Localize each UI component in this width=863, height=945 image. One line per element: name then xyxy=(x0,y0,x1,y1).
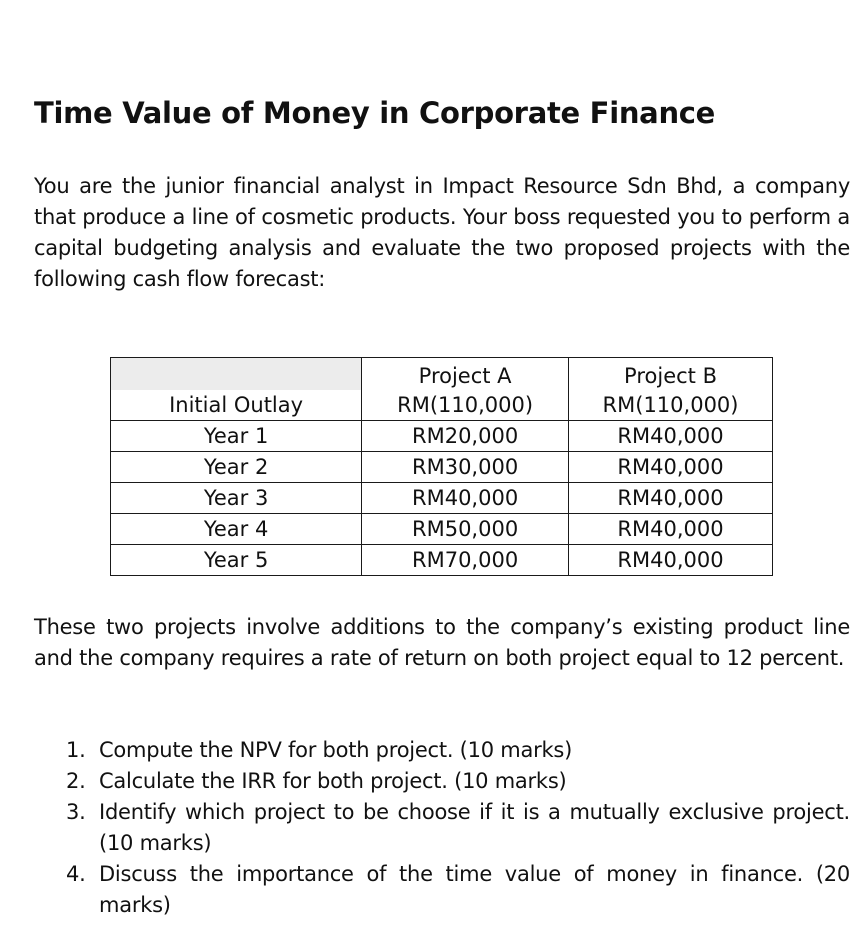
task-number: 4. xyxy=(66,862,86,886)
row-label: Year 3 xyxy=(111,483,362,514)
project-a-value: RM(110,000) xyxy=(362,390,569,421)
table-row xyxy=(111,483,773,514)
task-item xyxy=(66,859,850,921)
task-item xyxy=(66,797,850,859)
task-number: 3. xyxy=(66,800,86,824)
row-label: Year 4 xyxy=(111,514,362,545)
project-b-value: RM40,000 xyxy=(569,421,773,452)
project-b-value: RM(110,000) xyxy=(569,390,773,421)
task-text: Calculate the IRR for both project. (10 marks) xyxy=(99,769,567,793)
table-row xyxy=(111,545,773,576)
project-b-value: RM40,000 xyxy=(569,483,773,514)
project-a-value: RM70,000 xyxy=(362,545,569,576)
row-label: Initial Outlay xyxy=(111,390,362,421)
table-row xyxy=(111,514,773,545)
table-header-row xyxy=(111,358,773,391)
requirement-paragraph: These two projects involve additions to the company’s existing product line and the company requires a rate of return on both project equal to 12 percent. xyxy=(34,615,850,670)
header-project-b: Project B xyxy=(569,358,773,391)
task-list xyxy=(66,735,850,921)
project-b-value: RM40,000 xyxy=(569,452,773,483)
task-number: 2. xyxy=(66,769,86,793)
task-item xyxy=(66,766,850,797)
header-label-cell xyxy=(111,358,362,391)
intro-paragraph: You are the junior financial analyst in Impact Resource Sdn Bhd, a company that produce a line of cosmetic products. Your boss requested you to perform a capital budgeting analysis and evaluate the two proposed projects with the following cash flow forecast: xyxy=(34,174,850,291)
row-label: Year 1 xyxy=(111,421,362,452)
project-a-value: RM20,000 xyxy=(362,421,569,452)
page-title: Time Value of Money in Corporate Finance xyxy=(34,96,716,130)
task-text: Discuss the importance of the time value of money in finance. (20 marks) xyxy=(99,862,850,917)
project-b-value: RM40,000 xyxy=(569,514,773,545)
header-project-a: Project A xyxy=(362,358,569,391)
task-item xyxy=(66,735,850,766)
project-b-value: RM40,000 xyxy=(569,545,773,576)
table-row xyxy=(111,390,773,421)
task-text: Identify which project to be choose if it is a mutually exclusive project. (10 marks) xyxy=(99,800,850,855)
table-row xyxy=(111,452,773,483)
project-a-value: RM30,000 xyxy=(362,452,569,483)
row-label: Year 5 xyxy=(111,545,362,576)
project-a-value: RM40,000 xyxy=(362,483,569,514)
task-number: 1. xyxy=(66,738,86,762)
cash-flow-table xyxy=(110,357,773,576)
table-row xyxy=(111,421,773,452)
project-a-value: RM50,000 xyxy=(362,514,569,545)
task-text: Compute the NPV for both project. (10 marks) xyxy=(99,738,573,762)
row-label: Year 2 xyxy=(111,452,362,483)
